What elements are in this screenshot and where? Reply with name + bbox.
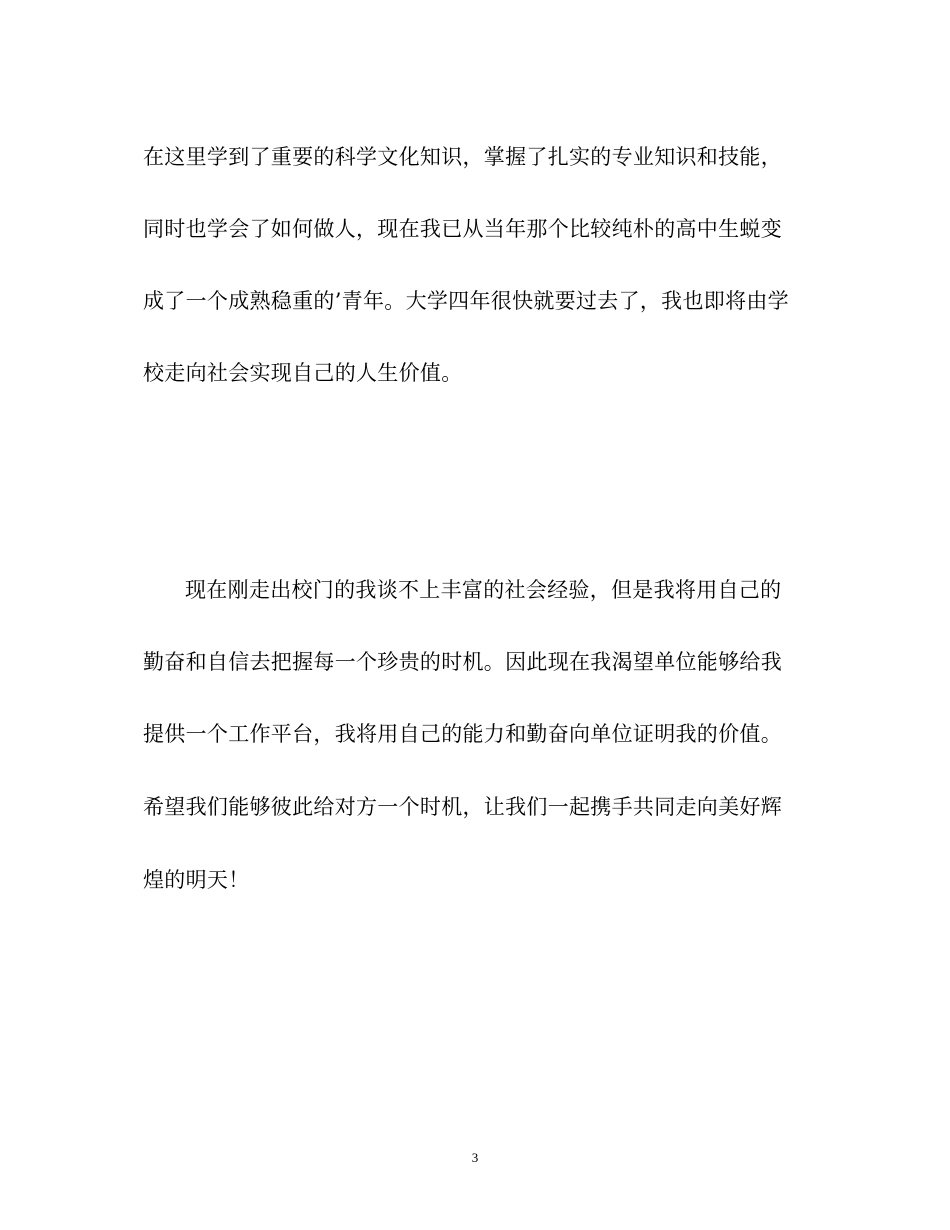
paragraph-2-line-5: 煌的明天！ [143,868,250,892]
paragraph-2-line-2: 勤奋和自信去把握每一个珍贵的时机。因此现在我渴望单位能够给我 [143,650,782,674]
paragraph-1-line-1: 在这里学到了重要的科学文化知识，掌握了扎实的专业知识和技能， [143,145,782,169]
paragraph-1-line-2: 同时也学会了如何做人，现在我已从当年那个比较纯朴的高中生蜕变 [143,217,782,241]
paragraph-1-line-4: 校走向社会实现自己的人生价值。 [143,361,463,385]
paragraph-2-line-4: 希望我们能够彼此给对方一个时机，让我们一起携手共同走向美好辉 [143,795,782,819]
paragraph-1-line-3: 成了一个成熟稳重的’青年。大学四年很快就要过去了，我也即将由学 [143,289,789,313]
paragraph-2-line-1: 现在刚走出校门的我谈不上丰富的社会经验，但是我将用自己的 [185,578,782,602]
paragraph-2-line-3: 提供一个工作平台，我将用自己的能力和勤奋向单位证明我的价值。 [143,722,782,746]
page-number: 3 [471,1150,479,1165]
